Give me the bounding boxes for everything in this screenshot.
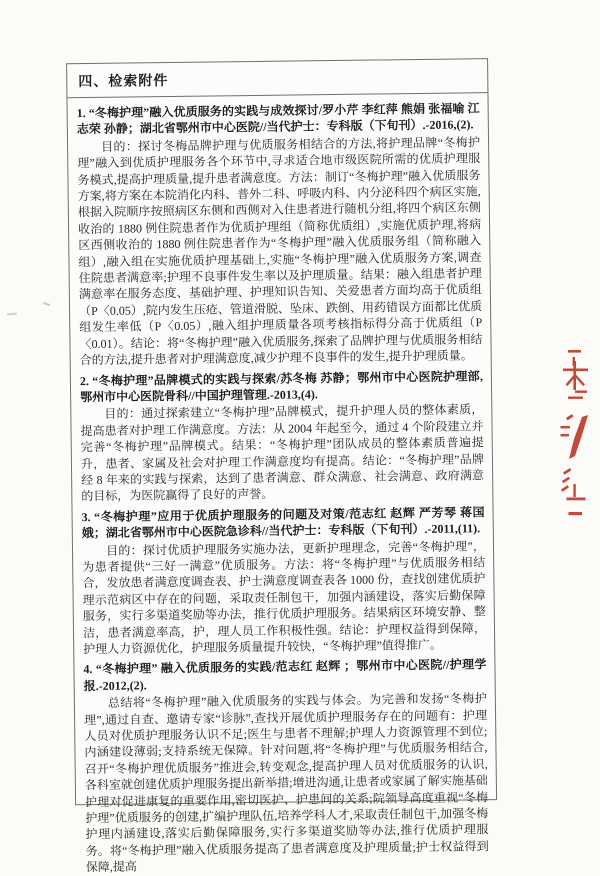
retrieval-entries xyxy=(67,93,496,876)
entry-3-title: 3. “冬梅护理”应用于优质护理服务的问题及对策/范志红 赵辉 严芳琴 蒋国娥；湖北省鄂州市中心医院急诊科//当代护士：专科版（下旬刊）.-2011,(11). xyxy=(81,504,485,541)
entry-3-abstract: 目的：探讨优质护理服务实施办法，更新护理理念，完善“冬梅护理”，为患者提供“三好一满意”优质服务。方法：将“冬梅护理”与优质服务相结合，发放患者满意度调查表、护士满意度调查表各 1000 份，查找创建优质护理示范病区中存在的问题，采取责任制包干，加强内涵建设，落实后勤保障服务，实行多渠道奖励等办法，推行优质护理服务。结果病区环境安静、整洁，患者满意率高，护，理人员工作积极性强。结论：护理权益得到保障，护理人力资源优化，护理服务质量提升较快，“冬梅护理”值得推广。 xyxy=(82,538,487,657)
scan-artifact xyxy=(43,302,50,306)
attachment-table xyxy=(66,58,497,875)
entry-1-title: 1. “冬梅护理”融入优质服务的实践与成效探讨/罗小芹 李红萍 熊娟 张福喻 江志荣 孙静；湖北省鄂州市中心医院//当代护士：专科版（下旬刊）.-2016,(2). xyxy=(76,101,480,137)
entry-4-abstract: 总结将“冬梅护理”融入优质服务的实践与体会。为完善和发扬“冬梅护理”,通过自查、邀请专家“诊脉”,查找开展优质护理服务存在的问题有：护理人员对优质护理服务认识不足;医生与患者不理解;护理人力资源管理不到位;内涵建设薄弱;支持系统无保障。针对问题,将“冬梅护理”与优质服务相结合,召开“冬梅护理优质服务”推进会,转变观念,提高护理人员对优质服务的认识,各科室就创建优质护理服务提出新举措;增进沟通,让患者或家属了解实施基础护理对促进康复的重要作用,密切医护、护患间的关系;院领导高度重视“冬梅护理”优质服务的创建,扩编护理队伍,培养学科人才,采取责任制包干,加强冬梅护理内涵建设,落实后勤保障服务,实行多渠道奖励等办法,推行优质护理服务。将“冬梅护理”融入优质服务提高了患者满意度及护理质量;护士权益得到保障,提高 xyxy=(83,691,489,875)
entry-2 xyxy=(80,368,485,505)
entry-3 xyxy=(82,504,487,658)
entry-1-abstract: 目的：探讨冬梅品牌护理与优质服务相结合的方法,将护理品牌“冬梅护理”融入到优质护理服务各个环节中,寻求适合地市级医院所需的优质护理服务模式,提高护理质量,提升患者满意度。方法：制订“冬梅护理”融入优质服务方案,将方案在本院消化内科、普外二科、呼吸内科、内分泌科四个病区实施,根据入院顺序按照病区东侧和西侧对入住患者进行随机分组,将四个病区东侧收治的 1880 例住院患者作为优质护理组（简称优质组）,实施优质护理,将病区西侧收治的 1880 例住院患者作为“冬梅护理”融入优质服务组（简称融入组）,融入组在实施优质护理基础上,实施“冬梅护理”融入优质服务方案,调查住院患者满意率;护理不良事件发生率以及护理质量。结果：融入组患者护理满意率在服务态度、基础护理、护理知识告知、关爱患者方面均高于优质组（P〈0.05）,院内发生压疮、管道滑脱、坠床、跌倒、用药错误方面都比优质组发生率低（P〈0.05）,融入组护理质量各项考核指标得分高于优质组（P〈0.01）。结论：将“冬梅护理”融入优质服务,探索了品牌护理与优质服务相结合的方法,提升患者对护理满意度,减少护理不良事件的发生,提升护理质量。 xyxy=(77,135,483,368)
red-seal-fragment-icon xyxy=(555,345,600,530)
entry-4-title: 4. “冬梅护理” 融入优质服务的实践/范志红 赵辉 ；鄂州市中心医院//护理学报.-2012,(2). xyxy=(83,657,487,693)
entry-4 xyxy=(83,657,489,876)
entry-2-abstract: 目的：通过探索建立“冬梅护理”品牌模式，提升护理人员的整体素质，提高患者对护理工作满意度。方法：从 2004 年起至今，通过 4 个阶段建立并完善“冬梅护理”品牌模式。结果：“冬梅护理”团队成员的整体素质普遍提升，患者、家属及社会对护理工作满意度均有提高。结论：“冬梅护理”品牌经 8 年来的实践与探索，达到了患者满意、群众满意、社会满意、政府满意的目标，为医院赢得了良好的声誉。 xyxy=(80,402,485,504)
section-title: 四、检索附件 xyxy=(67,59,487,98)
entry-2-title: 2. “冬梅护理”品牌模式的实践与探索/苏冬梅 苏静；鄂州市中心医院护理部,鄂州市中心医院骨科//中国护理管理.-2013,(4). xyxy=(79,368,483,405)
entry-1 xyxy=(77,100,483,368)
scan-artifact xyxy=(7,312,17,315)
